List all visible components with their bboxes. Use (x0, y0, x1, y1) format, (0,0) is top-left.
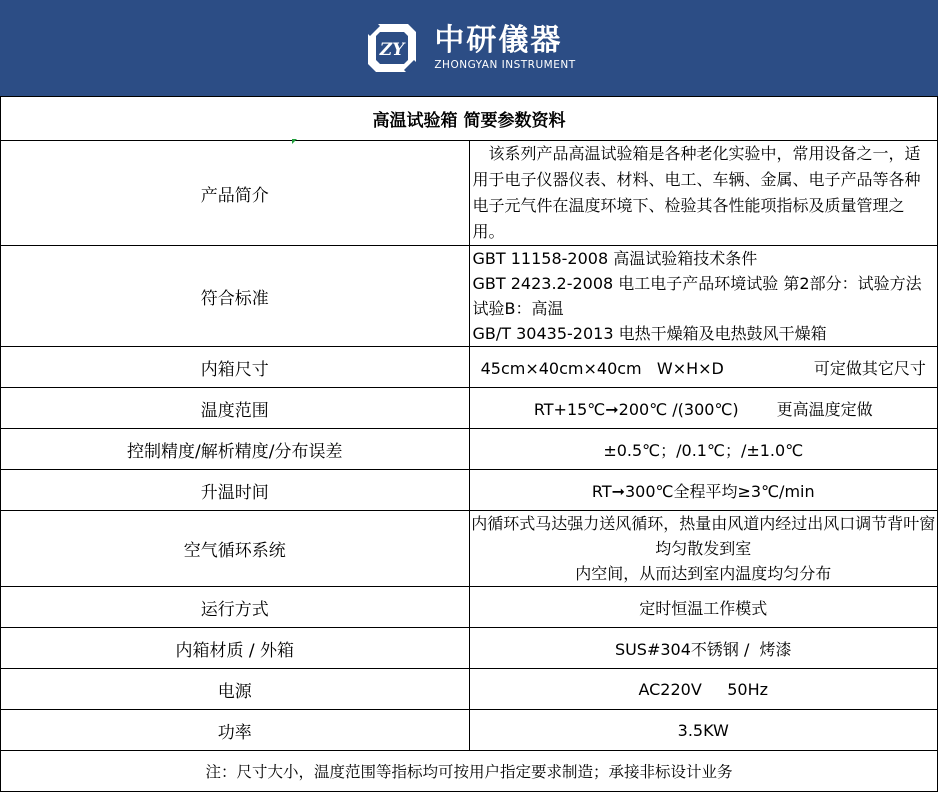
table-row (1, 347, 938, 388)
row-label-material: 内箱材质 / 外箱 (1, 628, 470, 669)
standard-line: GBT 2423.2-2008 电工电子产品环境试验 第2部分：试验方法 试验B：高温 (472, 274, 922, 318)
table-title: 高温试验箱 简要参数资料 (1, 97, 938, 141)
cell-comment-marker (292, 139, 297, 144)
row-label-accuracy: 控制精度/解析精度/分布误差 (1, 429, 470, 470)
table-row (1, 141, 938, 246)
row-label-power-supply: 电源 (1, 669, 470, 710)
row-label-power: 功率 (1, 710, 470, 751)
logo-mark-icon (362, 18, 422, 78)
table-row (1, 470, 938, 511)
table-row (1, 628, 938, 669)
inner-size-note: 可定做其它尺寸 (813, 358, 926, 378)
row-value-accuracy: ±0.5℃；/0.1℃；/±1.0℃ (469, 429, 938, 470)
temp-range-note: 更高温度定做 (776, 399, 873, 419)
row-label-operation-mode: 运行方式 (1, 587, 470, 628)
table-row (1, 710, 938, 751)
row-label-temp-range: 温度范围 (1, 388, 470, 429)
row-value-standards (469, 246, 938, 347)
table-row (1, 388, 938, 429)
standard-line: GB/T 30435-2013 电热干燥箱及电热鼓风干燥箱 (472, 324, 827, 343)
row-value-inner-size (469, 347, 938, 388)
row-label-standards: 符合标准 (1, 246, 470, 347)
standard-line: GBT 11158-2008 高温试验箱技术条件 (472, 249, 758, 268)
footer-note: 注：尺寸大小，温度范围等指标均可按用户指定要求制造；承接非标设计业务 (1, 751, 938, 792)
row-value-operation-mode: 定时恒温工作模式 (469, 587, 938, 628)
inner-size-value: 45cm×40cm×40cm W×H×D (480, 358, 724, 378)
row-value-air-circulation (469, 511, 938, 587)
brand-logo (362, 18, 575, 78)
row-value-intro: 该系列产品高温试验箱是各种老化实验中，常用设备之一，适用于电子仪器仪表、材料、电工、车辆、金属、电子产品等各种电子元气件在温度环境下、检验其各性能项指标及质量管理之用。 (469, 141, 938, 246)
spec-table (0, 96, 938, 792)
row-label-inner-size: 内箱尺寸 (1, 347, 470, 388)
row-label-air-circulation: 空气循环系统 (1, 511, 470, 587)
brand-header (0, 0, 938, 96)
logo-mark-text: ZY (380, 40, 405, 60)
row-value-temp-range (469, 388, 938, 429)
brand-name-en: ZHONGYAN INSTRUMENT (434, 59, 576, 71)
air-line: 内空间，从而达到室内温度均匀分布 (575, 564, 832, 583)
table-row (1, 669, 938, 710)
brand-name-cn: 中研儀器 (434, 23, 563, 58)
temp-range-value: RT+15℃➞200℃ /(300℃) (533, 399, 739, 419)
row-value-material: SUS#304不锈钢 / 烤漆 (469, 628, 938, 669)
table-row (1, 587, 938, 628)
air-line: 内循环式马达强力送风循环，热量由风道内经过出风口调节背叶窗均匀散发到室 (471, 514, 936, 558)
table-row (1, 429, 938, 470)
row-label-heating-time: 升温时间 (1, 470, 470, 511)
row-value-power-supply: AC220V 50Hz (469, 669, 938, 710)
row-value-heating-time: RT➞300℃全程平均≥3℃/min (469, 470, 938, 511)
table-row (1, 246, 938, 347)
row-label-intro: 产品简介 (1, 141, 470, 246)
table-row (1, 511, 938, 587)
row-value-power: 3.5KW (469, 710, 938, 751)
